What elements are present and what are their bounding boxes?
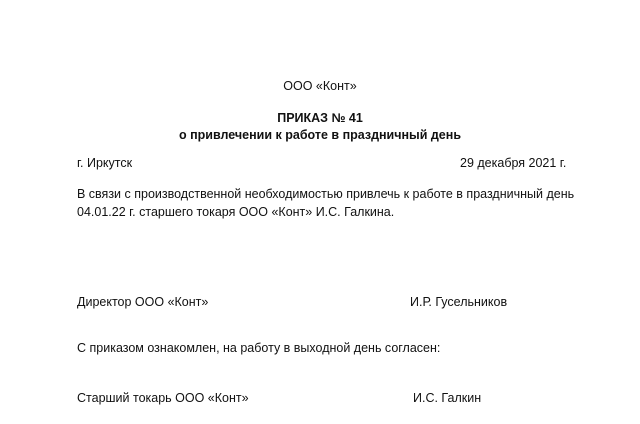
organization-name: ООО «Конт» [283, 79, 357, 93]
director-role: Директор ООО «Конт» [77, 295, 209, 309]
employee-name: И.С. Галкин [413, 391, 482, 405]
body-text-line-1: В связи с производственной необходимостью привлечь к работе в праздничный день [77, 187, 575, 201]
city-label: г. Иркутск [77, 156, 133, 170]
director-name: И.Р. Гусельников [410, 295, 508, 309]
employee-role: Старший токарь ООО «Конт» [77, 391, 249, 405]
document-title: ПРИКАЗ № 41 [277, 111, 363, 125]
document-date: 29 декабря 2021 г. [460, 156, 567, 170]
acknowledgement-text: С приказом ознакомлен, на работу в выходной день согласен: [77, 341, 441, 355]
body-text-line-2: 04.01.22 г. старшего токаря ООО «Конт» И.С. Галкина. [77, 205, 395, 219]
document-subtitle: о привлечении к работе в праздничный день [178, 128, 461, 142]
